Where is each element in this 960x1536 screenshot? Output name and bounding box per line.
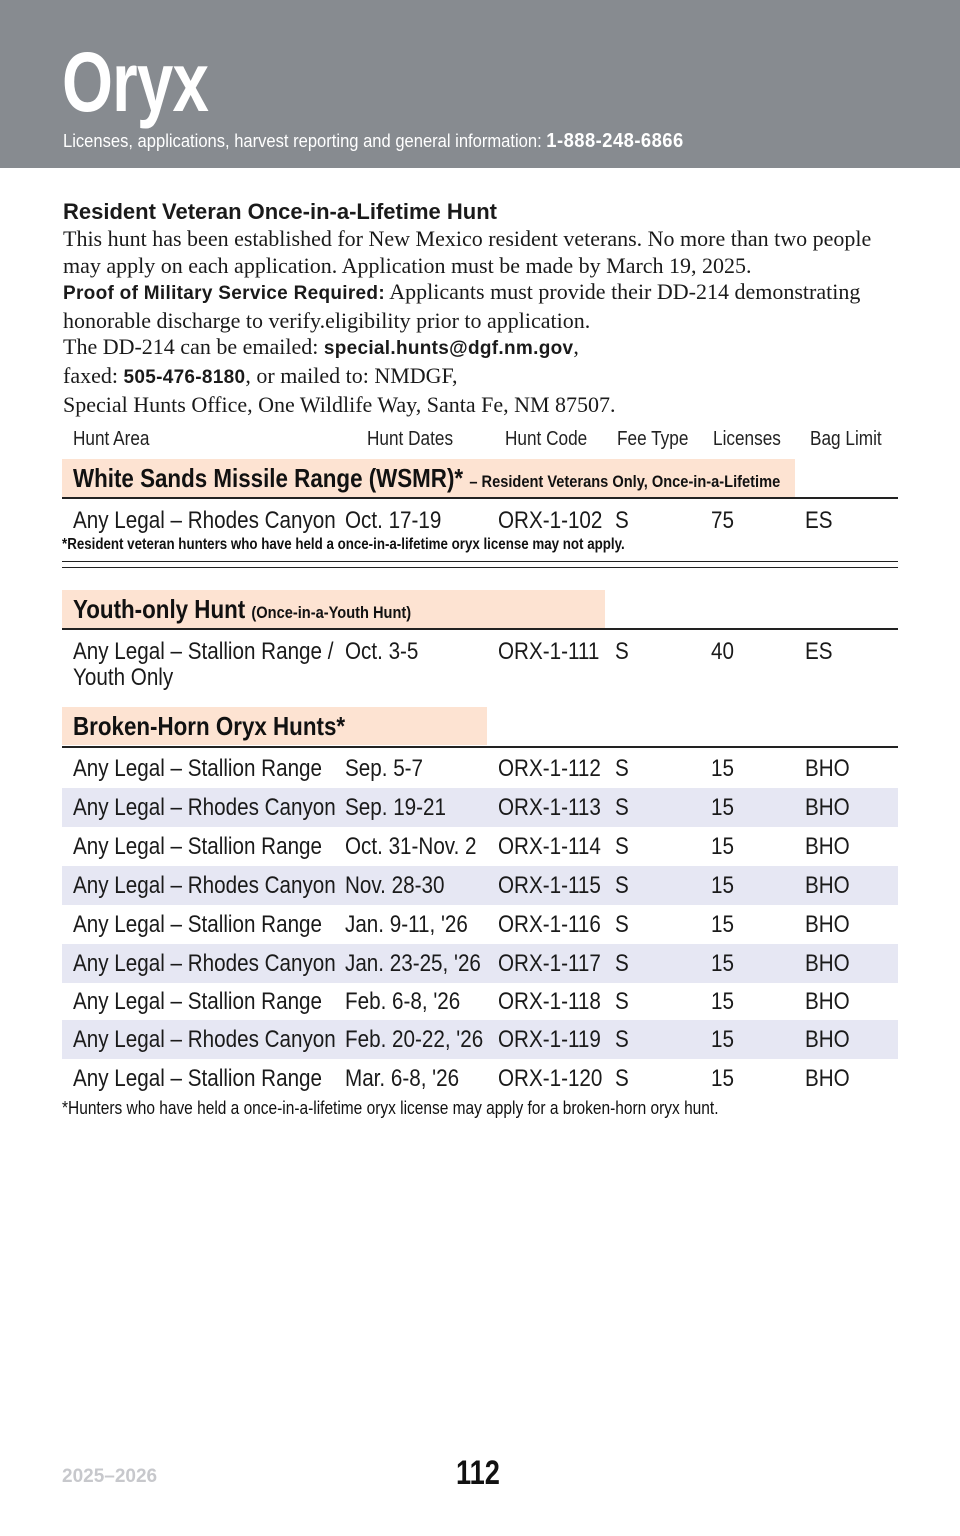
- contact-text: Licenses, applications, harvest reporting and general information:: [63, 131, 542, 151]
- cell-fee-type: S: [615, 872, 629, 899]
- cell-bag-limit: BHO: [805, 950, 850, 977]
- cell-bag-limit: BHO: [805, 794, 850, 821]
- table-row: [62, 1059, 898, 1098]
- email-suffix: ,: [573, 334, 579, 360]
- column-headers: [0, 428, 960, 452]
- cell-bag-limit: ES: [805, 507, 833, 534]
- cell-hunt-code: ORX-1-115: [498, 872, 601, 899]
- col-licenses: Licenses: [713, 428, 781, 450]
- cell-bag-limit: BHO: [805, 1026, 850, 1053]
- section-rule: [62, 497, 898, 499]
- cell-hunt-dates: Jan. 23-25, '26: [345, 950, 481, 977]
- broken-horn-footnote: *Hunters who have held a once-in-a-lifetime oryx license may apply for a broken-horn oryx hunt.: [62, 1098, 719, 1118]
- cell-fee-type: S: [615, 794, 629, 821]
- section-rule: [62, 628, 898, 630]
- cell-fee-type: S: [615, 950, 629, 977]
- cell-bag-limit: BHO: [805, 988, 850, 1015]
- cell-hunt-code: ORX-1-117: [498, 950, 601, 977]
- cell-hunt-dates: Sep. 5-7: [345, 755, 424, 782]
- table-row: [62, 749, 898, 788]
- col-fee-type: Fee Type: [617, 428, 689, 450]
- cell-licenses: 15: [711, 794, 734, 821]
- cell-licenses: 75: [711, 507, 734, 534]
- cell-hunt-area: Any Legal – Rhodes Canyon: [73, 950, 336, 977]
- cell-hunt-code: ORX-1-102: [498, 507, 603, 534]
- email-line: [63, 334, 913, 363]
- table-row: [62, 827, 898, 866]
- cell-fee-type: S: [615, 638, 629, 665]
- section-title: Broken-Horn Oryx Hunts*: [73, 711, 346, 741]
- cell-fee-type: S: [615, 988, 629, 1015]
- footer-year: 2025–2026: [62, 1466, 158, 1487]
- page-header: [0, 0, 960, 168]
- cell-licenses: 15: [711, 950, 734, 977]
- section-title-text: White Sands Missile Range (WSMR)*: [73, 463, 464, 493]
- cell-hunt-dates: Jan. 9-11, '26: [345, 911, 468, 938]
- cell-licenses: 15: [711, 1065, 734, 1092]
- section-title-text: Youth-only Hunt: [73, 594, 246, 624]
- page-title: Oryx: [62, 35, 209, 129]
- cell-hunt-area: Any Legal – Rhodes Canyon: [73, 507, 336, 534]
- cell-hunt-area: Any Legal – Rhodes Canyon: [73, 794, 336, 821]
- cell-bag-limit: BHO: [805, 911, 850, 938]
- cell-fee-type: S: [615, 755, 629, 782]
- email-prefix: The DD-214 can be emailed:: [63, 334, 319, 360]
- col-hunt-code: Hunt Code: [505, 428, 588, 450]
- cell-hunt-area: Any Legal – Stallion Range: [73, 755, 323, 782]
- section-rule: [62, 746, 898, 748]
- cell-licenses: 15: [711, 911, 734, 938]
- cell-licenses: 15: [711, 755, 734, 782]
- cell-fee-type: S: [615, 507, 629, 534]
- table-row: [62, 866, 898, 905]
- cell-bag-limit: BHO: [805, 1065, 850, 1092]
- table-row: [62, 788, 898, 827]
- cell-hunt-area: Any Legal – Stallion Range: [73, 833, 323, 860]
- cell-fee-type: S: [615, 833, 629, 860]
- cell-fee-type: S: [615, 1026, 629, 1053]
- wsmr-footnote: *Resident veteran hunters who have held a once-in-a-lifetime oryx license may not apply.: [62, 536, 625, 553]
- cell-hunt-code: ORX-1-120: [498, 1065, 603, 1092]
- cell-hunt-area: Any Legal – Rhodes Canyon: [73, 872, 336, 899]
- col-hunt-dates: Hunt Dates: [367, 428, 454, 450]
- cell-hunt-area-line2: Youth Only: [73, 664, 174, 691]
- section-wsmr-header: [62, 459, 795, 497]
- cell-fee-type: S: [615, 1065, 629, 1092]
- cell-licenses: 15: [711, 833, 734, 860]
- cell-hunt-code: ORX-1-112: [498, 755, 601, 782]
- fax-suffix: , or mailed to: NMDGF,: [245, 362, 458, 388]
- section-title: [73, 463, 780, 494]
- contact-phone: 1-888-248-6866: [546, 130, 684, 152]
- cell-hunt-area: Any Legal – Rhodes Canyon: [73, 1026, 336, 1053]
- fax-number: 505-476-8180: [123, 366, 246, 388]
- cell-hunt-dates: Feb. 6-8, '26: [345, 988, 461, 1015]
- table-row: [62, 982, 898, 1021]
- section-youth-header: [62, 590, 605, 628]
- cell-bag-limit: BHO: [805, 833, 850, 860]
- col-hunt-area: Hunt Area: [73, 428, 150, 450]
- section-subtitle: – Resident Veterans Only, Once-in-a-Lifetime: [469, 472, 781, 491]
- cell-hunt-dates: Oct. 31-Nov. 2: [345, 833, 477, 860]
- fax-line: [63, 363, 913, 392]
- cell-hunt-dates: Oct. 17-19: [345, 507, 442, 534]
- cell-hunt-area: Any Legal – Stallion Range: [73, 1065, 323, 1092]
- section-title: [73, 594, 411, 625]
- section-broken-horn-header: [62, 707, 487, 745]
- proof-text: Applicants must provide their DD-214 demonstrating honorable discharge to verify.eligibility prior to application.: [63, 279, 861, 333]
- page-number: 112: [456, 1454, 500, 1492]
- cell-hunt-dates: Nov. 28-30: [345, 872, 445, 899]
- table-row: [62, 944, 898, 983]
- proof-paragraph: [63, 279, 913, 334]
- cell-licenses: 40: [711, 638, 734, 665]
- email-address: special.hunts@dgf.nm.gov: [323, 338, 574, 360]
- cell-licenses: 15: [711, 872, 734, 899]
- table-row: [62, 632, 898, 692]
- cell-hunt-area: Any Legal – Stallion Range: [73, 988, 323, 1015]
- cell-bag-limit: BHO: [805, 872, 850, 899]
- cell-hunt-code: ORX-1-116: [498, 911, 601, 938]
- proof-label: Proof of Military Service Required:: [63, 283, 385, 305]
- cell-hunt-dates: Feb. 20-22, '26: [345, 1026, 484, 1053]
- cell-hunt-code: ORX-1-114: [498, 833, 601, 860]
- section-double-rule: [62, 561, 898, 568]
- cell-hunt-dates: Sep. 19-21: [345, 794, 446, 821]
- table-row: [62, 905, 898, 944]
- address-line: Special Hunts Office, One Wildlife Way, Santa Fe, NM 87507.: [63, 391, 616, 417]
- section-subtitle: (Once-in-a-Youth Hunt): [251, 603, 412, 622]
- cell-hunt-code: ORX-1-118: [498, 988, 601, 1015]
- cell-bag-limit: ES: [805, 638, 833, 665]
- cell-hunt-code: ORX-1-111: [498, 638, 600, 665]
- table-row: [62, 501, 898, 540]
- fax-prefix: faxed:: [63, 362, 118, 388]
- cell-hunt-code: ORX-1-119: [498, 1026, 601, 1053]
- cell-fee-type: S: [615, 911, 629, 938]
- intro-block: [63, 198, 913, 418]
- cell-licenses: 15: [711, 988, 734, 1015]
- table-row: [62, 1020, 898, 1059]
- col-bag-limit: Bag Limit: [810, 428, 882, 450]
- intro-paragraph: This hunt has been established for New Mexico resident veterans. No more than two people may apply on each application. Application must be made by March 19, 2025.: [63, 226, 872, 278]
- cell-hunt-area: Any Legal – Stallion Range: [73, 911, 323, 938]
- contact-line: [63, 130, 684, 153]
- cell-hunt-dates: Oct. 3-5: [345, 638, 419, 665]
- cell-licenses: 15: [711, 1026, 734, 1053]
- cell-hunt-area: Any Legal – Stallion Range /: [73, 638, 334, 665]
- intro-heading: Resident Veteran Once-in-a-Lifetime Hunt: [63, 199, 497, 224]
- cell-hunt-dates: Mar. 6-8, '26: [345, 1065, 460, 1092]
- cell-bag-limit: BHO: [805, 755, 850, 782]
- cell-hunt-code: ORX-1-113: [498, 794, 601, 821]
